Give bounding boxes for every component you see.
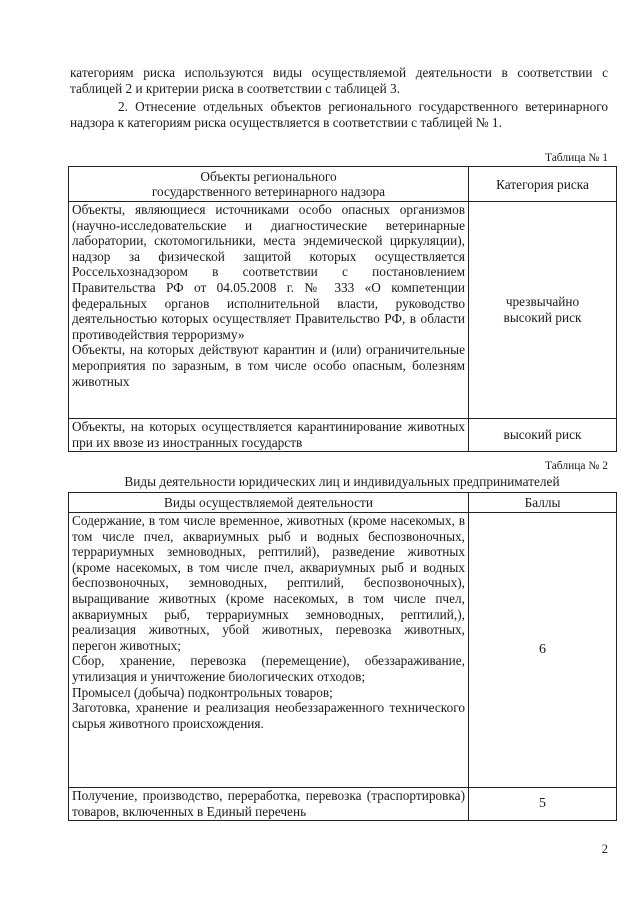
table-risk-objects [68,166,617,452]
table-row [69,202,617,419]
intro-paragraph-2: 2. Отнесение отдельных объектов регионального государственного ветеринарного надзора к категориям риска осуществляется в соответствии с таблицей № 1. [70,99,608,131]
table2-row1-activity-text1: Содержание, в том числе временное, животных (кроме насекомых, в том числе пчел, аквариумных рыб и водных беспозвоночных, террариумных земноводных, рептилий), разведение животных (кроме насекомых, в том числе пчел, аквариумных рыб и водных беспозвоночных, земноводных, рептилий, беспозвоночных), выращивание животных (кроме насекомых, в том числе пчел, аквариумных рыб, террариумных земноводных, рептилий,), реализация животных, убой животных, перевозка животных, перегон животных; [72,513,465,653]
table2-title: Виды деятельности юридических лиц и индивидуальных предпринимателей [124,474,560,489]
table1-caption: Таблица № 1 [544,152,608,164]
table2-row2-points: 5 [469,788,617,821]
table2-row1-points: 6 [469,513,617,788]
page-number: 2 [601,842,608,856]
table1-row1-objects-text2: Объекты, на которых действуют карантин и (или) ограничительные мероприятия по заразным, в том числе особо опасным, болезням животных [72,342,465,389]
table1-row1-objects-text1: Объекты, являющиеся источниками особо опасных организмов (научно-исследовательские и диагностические ветеринарные лаборатории, скотомогильники, места эндемической циркуляции), надзор за физической защитой которых осуществляется Россельхознадзором в соответствии с постановлением Правительства РФ от 04.05.2008 г. № 333 «О компетенции федеральных органов исполнительной власти, руководство деятельностью которых осуществляет Правительство РФ, в области противодействия терроризму» [72,202,465,342]
table2-row1-activity [69,513,469,788]
table1-header-row [69,167,617,202]
table2-row1-activity-text3: Промысел (добыча) подконтрольных товаров; [72,684,333,700]
table-activity-points [68,492,617,821]
table1-header-objects-line2: государственного ветеринарного надзора [151,184,386,199]
table2-header-points: Баллы [469,493,617,513]
table1-header-category: Категория риска [469,167,617,202]
table1-row1-category-line1: чрезвычайно [505,294,580,310]
table1-header-objects-line1: Объекты регионального [200,169,337,184]
table2-row1-activity-text4: Заготовка, хранение и реализация необеззараженного технического сырья животного происхождения. [72,700,465,731]
table1-header-objects [69,167,469,202]
table-row [69,513,617,788]
table1-row2-category: высокий риск [469,419,617,452]
intro-paragraph-1: категориям риска используются виды осуществляемой деятельности в соответствии с таблицей 2 и критерии риска в соответствии с таблицей 3. [70,65,608,97]
table2-caption: Таблица № 2 [544,460,608,472]
table1-row1-objects [69,202,469,419]
table1-row1-category-line2: высокий риск [503,310,582,325]
table1-row1-category [469,202,617,419]
table-row [69,788,617,821]
table2-row1-activity-text2: Сбор, хранение, перевозка (перемещение), обеззараживание, утилизация и уничтожение биологических отходов; [72,653,465,684]
table2-header-row [69,493,617,513]
table2-header-activity: Виды осуществляемой деятельности [69,493,469,513]
table2-row2-activity: Получение, производство, переработка, перевозка (траспортировка) товаров, включенных в Единый перечень [69,788,469,821]
table1-row2-objects: Объекты, на которых осуществляется карантинирование животных при их ввозе из иностранных государств [69,419,469,452]
table-row [69,419,617,452]
